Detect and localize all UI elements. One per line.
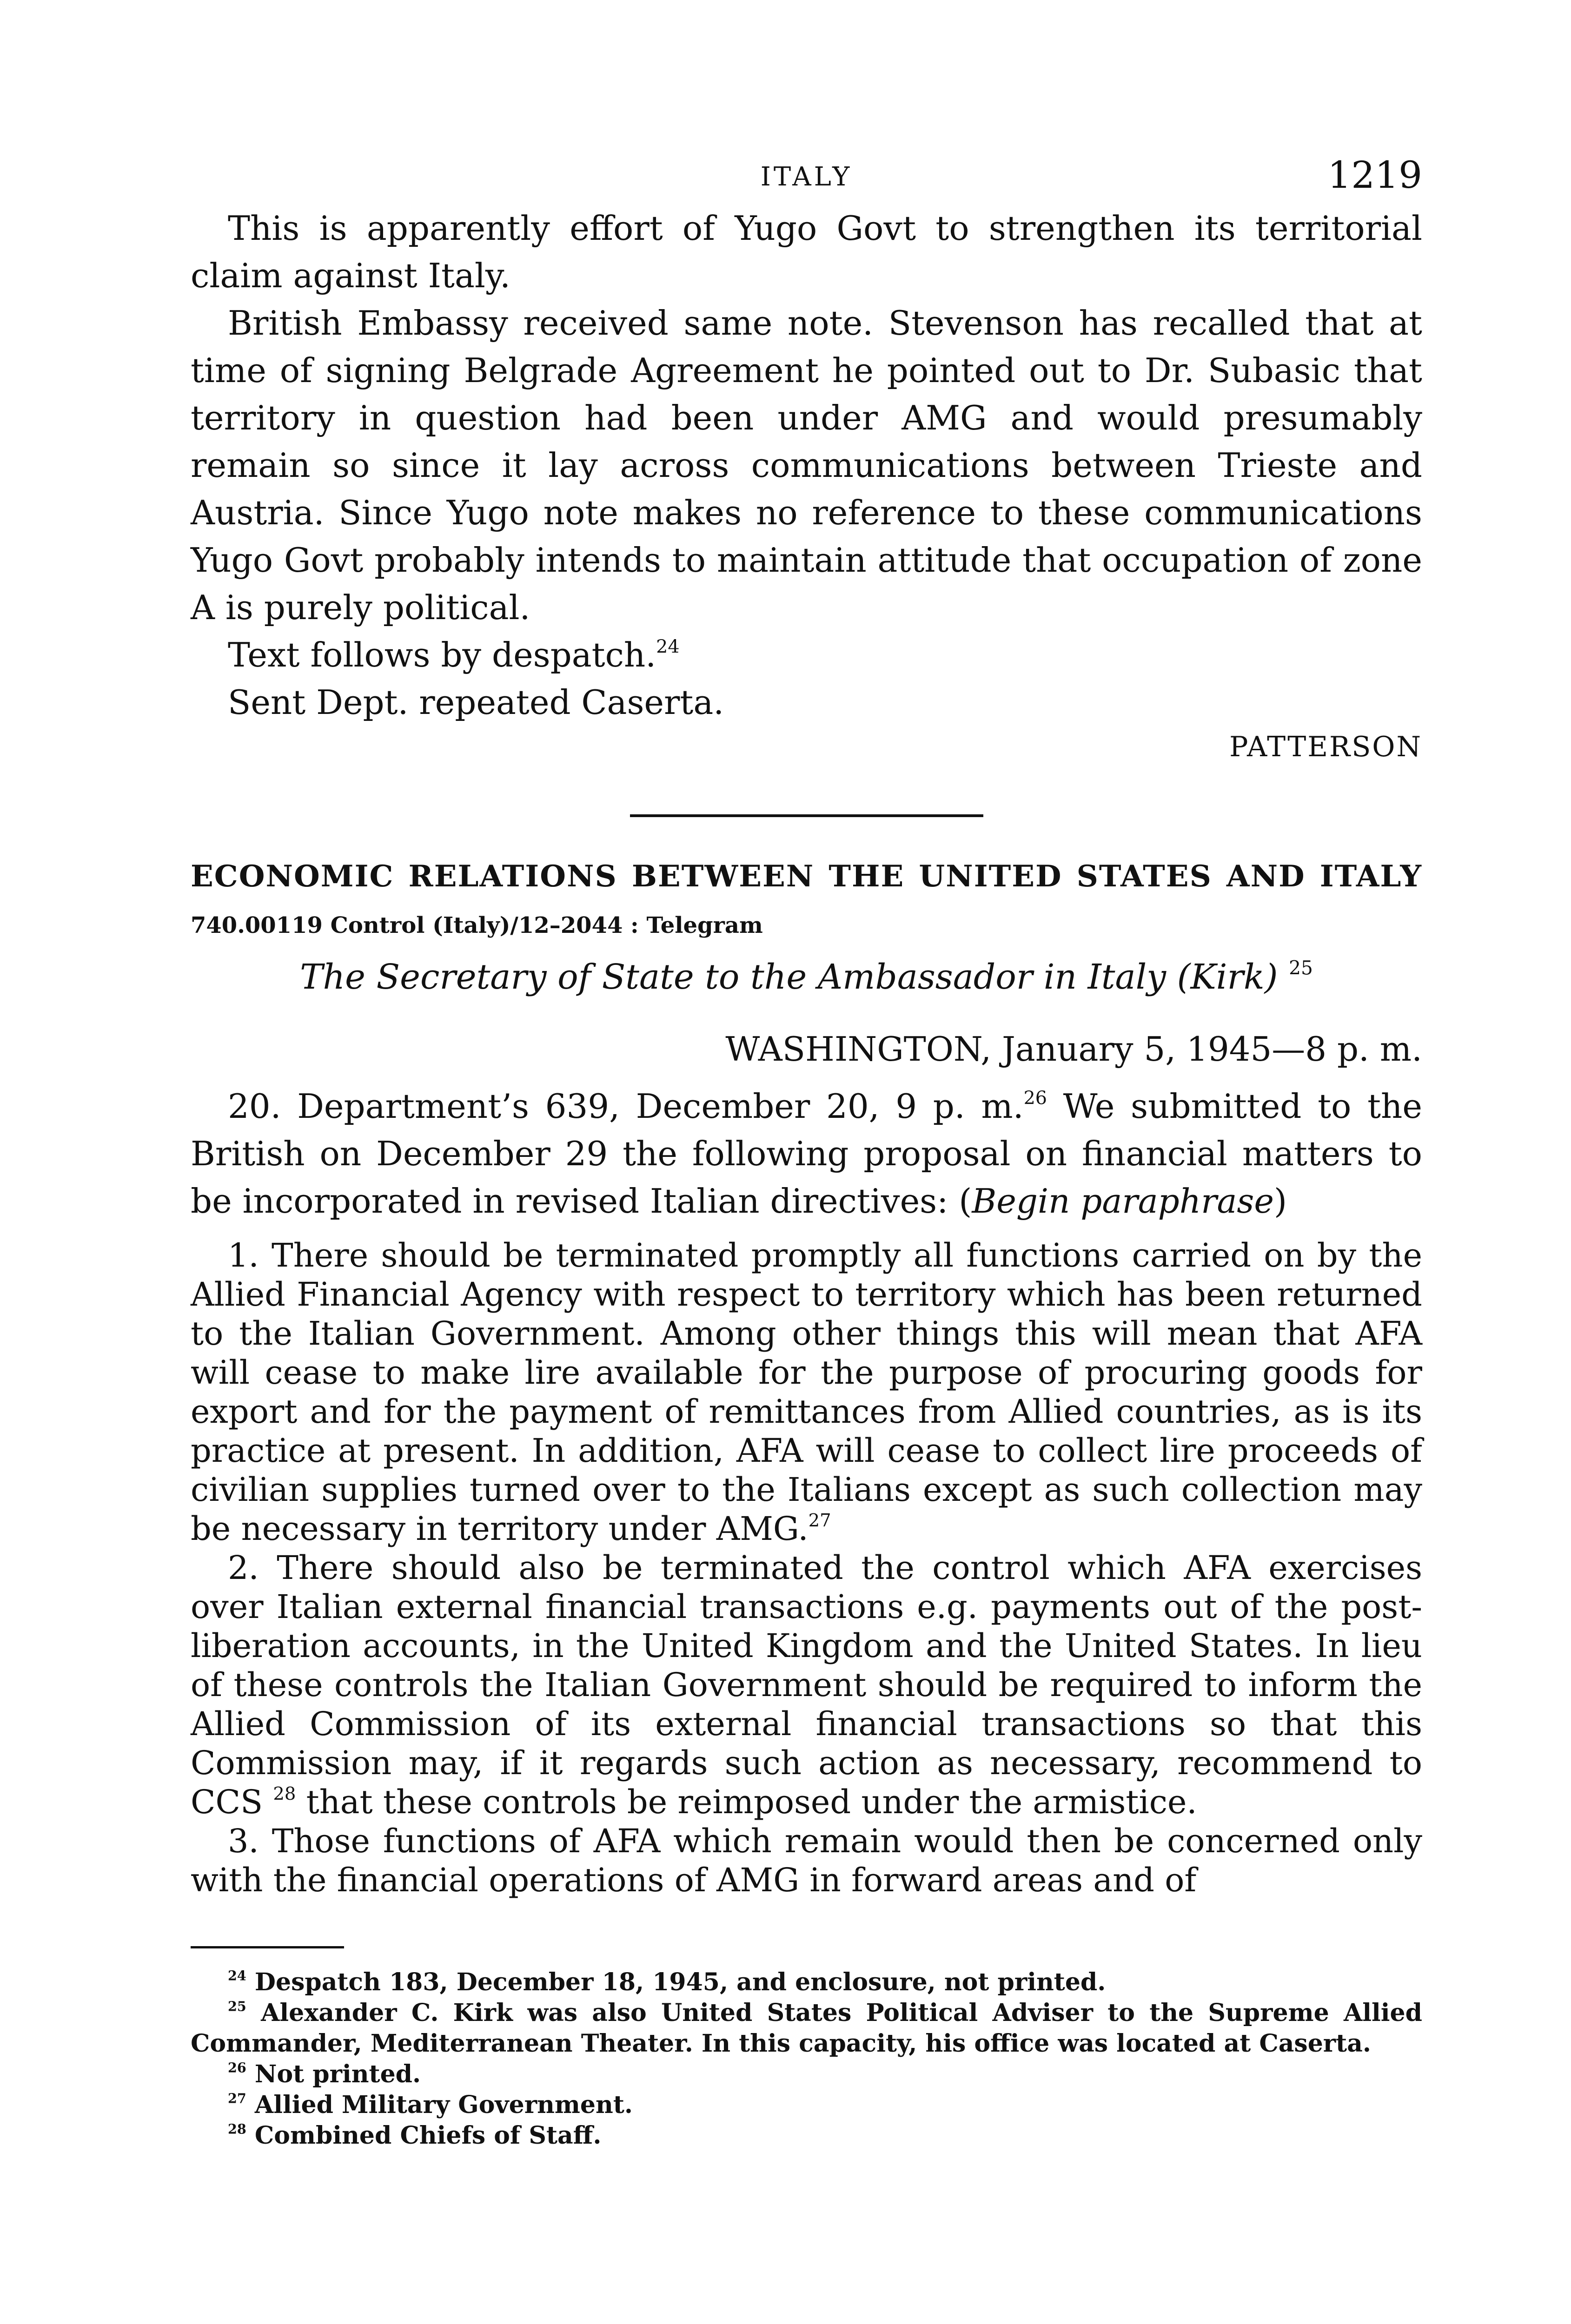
footnote-num: 24 <box>228 1967 246 1984</box>
telegram-intro-c: ) <box>1274 1182 1287 1221</box>
footnote-text: Despatch 183, December 18, 1945, and enclosure, not printed. <box>254 1968 1106 1996</box>
section-divider <box>630 814 983 817</box>
point-2-text-b: that these controls be reimposed under the armistice. <box>296 1783 1197 1821</box>
footnote-text: Allied Military Government. <box>254 2091 633 2119</box>
point-2-text-a: 2. There should also be terminated the control which AFA exercises over Italian external financial transactions e.g. payments out of the post-liberation accounts, in the United Kingdom and the United States. In lieu of these controls the Italian Government should be required to inform the Allied Commission of its external financial transactions so that this Commission may, if it regards such action as necessary, recommend to CCS <box>191 1549 1422 1821</box>
footnote-ref-27: 27 <box>808 1510 831 1532</box>
footnote-num: 28 <box>228 2121 246 2137</box>
point-2 <box>191 1548 1422 1822</box>
footnote-26 <box>191 2059 1422 2090</box>
footnote-25 <box>191 1998 1422 2059</box>
sent-line: Sent Dept. repeated Caserta. <box>228 683 724 722</box>
footnote-24 <box>191 1967 1422 1998</box>
text-follows-line <box>191 631 1422 679</box>
point-3: 3. Those functions of AFA which remain would then be concerned only with the financial operations of AMG in forward areas and of <box>191 1822 1422 1899</box>
point-1 <box>191 1236 1422 1548</box>
document-title <box>191 957 1422 997</box>
telegram-intro <box>191 1083 1422 1225</box>
footnote-text: Combined Chiefs of Staff. <box>254 2121 602 2150</box>
footnote-text: Alexander C. Kirk was also United States Political Adviser to the Supreme Allied Commander, Mediterranean Theater. In this capacity, his office was located at Caserta. <box>191 1999 1422 2058</box>
footnote-27 <box>191 2090 1422 2120</box>
footnote-text: Not printed. <box>254 2060 421 2088</box>
footnote-ref-25: 25 <box>1289 957 1313 979</box>
page-number: 1219 <box>1327 153 1422 197</box>
telegram-intro-b: We submitted to the British on December 29 the following proposal on financial matters to be incorporated in revised Italian directives: ( <box>191 1087 1423 1221</box>
footnote-28 <box>191 2120 1422 2151</box>
dateline: WASHINGTON, January 5, 1945—8 p. m. <box>725 1030 1422 1069</box>
intro-paragraph-1: This is apparently effort of Yugo Govt to strengthen its territorial claim against Italy. <box>191 209 1422 295</box>
section-title: ECONOMIC RELATIONS BETWEEN THE UNITED STATES AND ITALY <box>191 859 1422 894</box>
footnote-ref-26: 26 <box>1023 1087 1047 1109</box>
footnote-num: 27 <box>228 2090 246 2106</box>
telegram-intro-a: 20. Department’s 639, December 20, 9 p. m. <box>228 1087 1024 1126</box>
signature: PATTERSON <box>1229 731 1422 763</box>
point-1-text: 1. There should be terminated promptly all functions carried on by the Allied Financial Agency with respect to territory which has been returned to the Italian Government. Among other things this will mean that AFA will cease to make lire available for the purpose of procuring goods for export and for the payment of remittances from Allied countries, as is its practice at present. In addition, AFA will cease to collect lire proceeds of civilian supplies turned over to the Italians except as such collection may be necessary in territory under AMG. <box>191 1236 1422 1548</box>
footnote-num: 25 <box>228 1998 246 2014</box>
running-head <box>191 153 1422 205</box>
footnote-num: 26 <box>228 2060 246 2076</box>
footnotes <box>191 1967 1422 2151</box>
telegram-intro-italic: Begin paraphrase <box>972 1182 1274 1221</box>
document-title-text: The Secretary of State to the Ambassador in Italy (Kirk) <box>300 957 1278 997</box>
file-reference: 740.00119 Control (Italy)/12–2044 : Telegram <box>191 912 763 938</box>
text-follows-text: Text follows by despatch. <box>228 635 656 674</box>
intro-paragraph-2: British Embassy received same note. Stevenson has recalled that at time of signing Belgrade Agreement he pointed out to Dr. Subasic that territory in question had been under AMG and would presumably remain so since it lay across communications between Trieste and Austria. Since Yugo note makes no reference to these communications Yugo Govt probably intends to maintain attitude that occupation of zone A is purely political. <box>191 304 1422 627</box>
footnote-ref-28: 28 <box>273 1783 296 1805</box>
footnote-divider <box>191 1946 344 1948</box>
footnote-ref-24: 24 <box>656 636 680 658</box>
running-head-title: ITALY <box>760 162 853 192</box>
